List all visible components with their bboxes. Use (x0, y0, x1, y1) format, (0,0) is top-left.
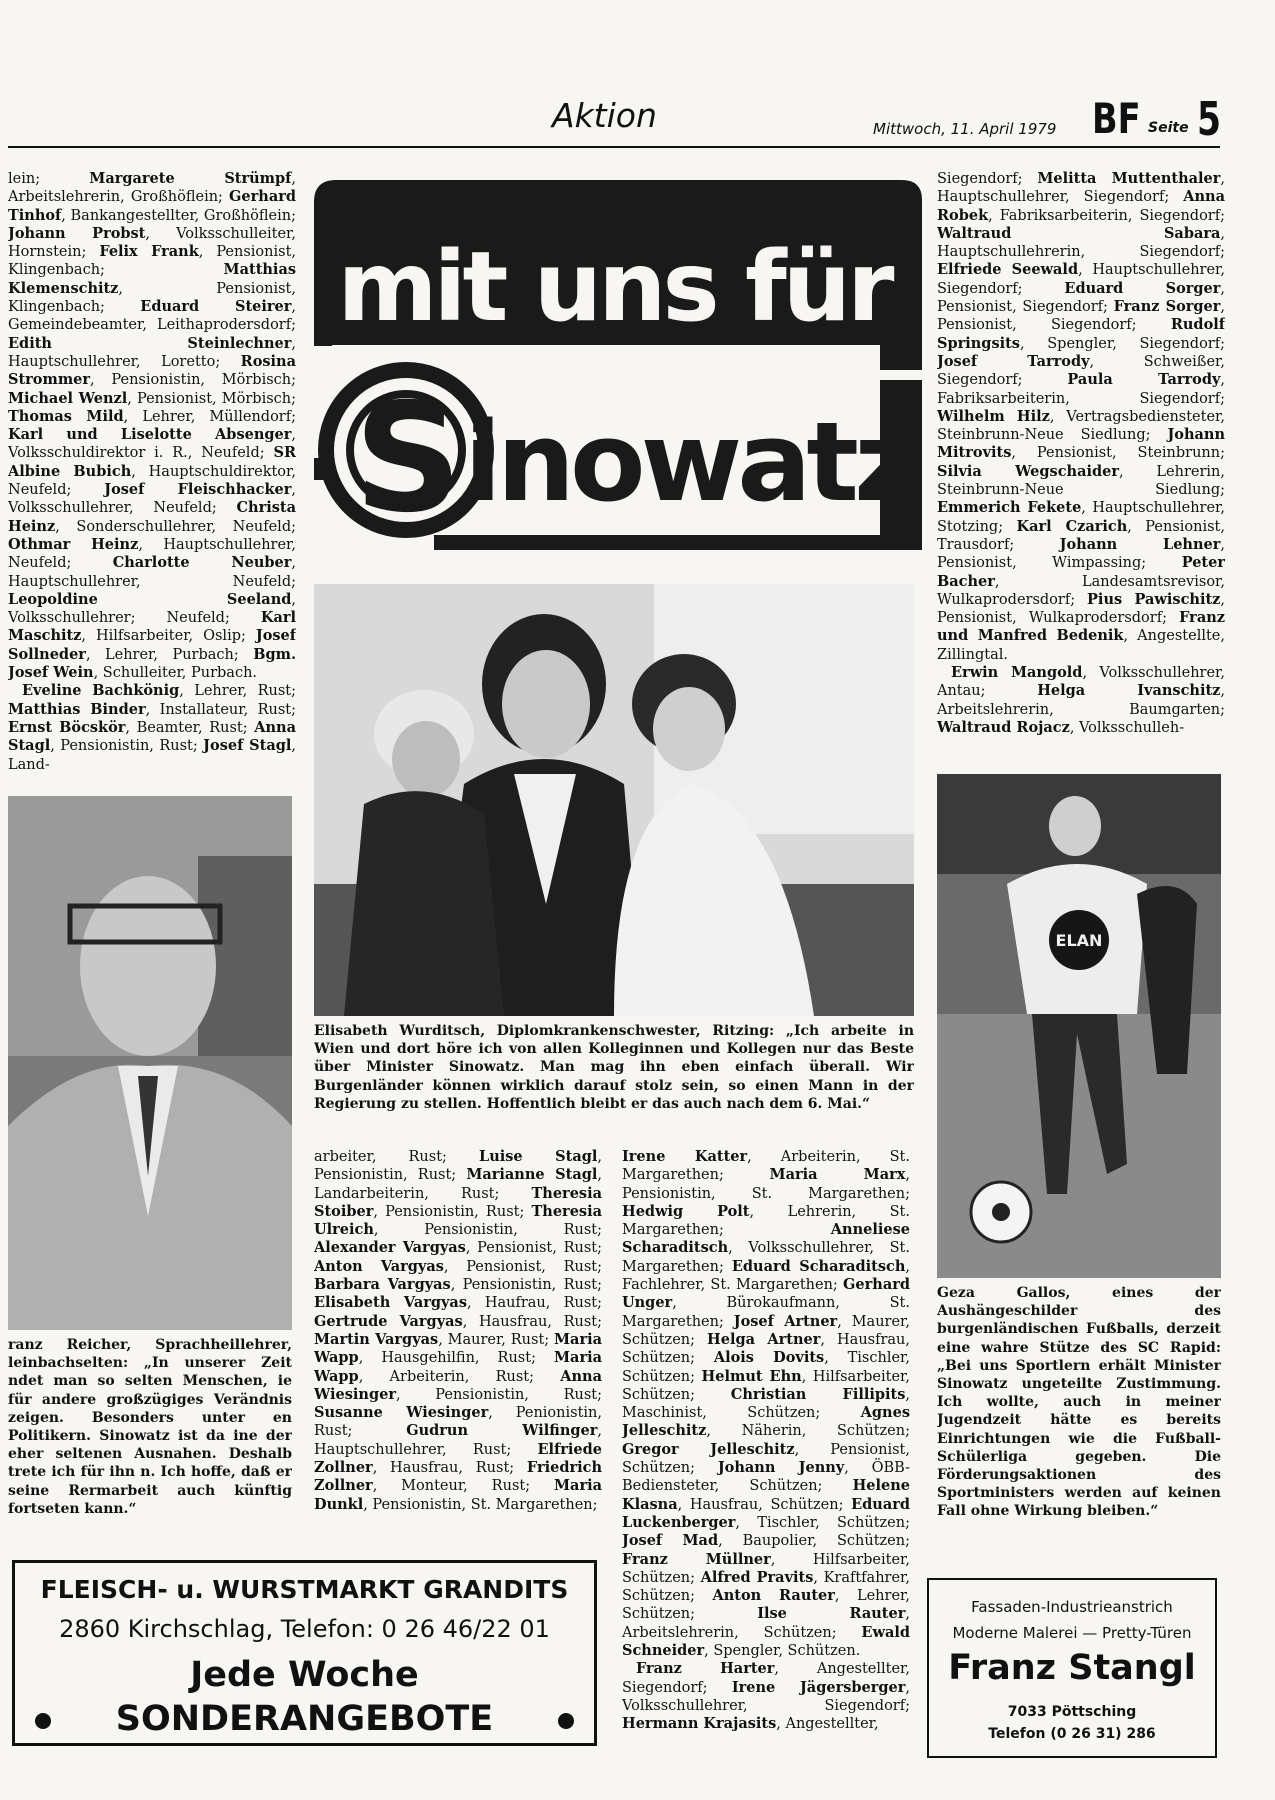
ad-grandits-line2: 2860 Kirchschlag, Telefon: 0 26 46/22 01 (59, 1615, 550, 1643)
section-title: Aktion (552, 96, 657, 135)
headline-logo (314, 180, 922, 550)
jersey-text: ELAN (1055, 931, 1103, 950)
bullet-icon (35, 1713, 51, 1729)
column-mid2-p1: Irene Katter, Arbeiterin, St. Margarethen; Maria Marx, Pensionistin, St. Margarethen; Hedwig Polt, Lehrerin, St. Margarethen; Anneliese Scharaditsch, Volksschullehrer, St. Margarethen; Eduard Scharaditsch, Fachlehrer, St. Margarethen; Gerhard Unger, Bürokaufmann, St. Margarethen; Josef Artner, Maurer, Schützen; Helga Artner, Hausfrau, Schützen; Alois Dovits, Tischler, Schützen; Helmut Ehn, Hilfsarbeiter, Schützen; Christian Fillipits, Maschinist, Schützen; Agnes Jelleschitz, Näherin, Schützen; Gregor Jelleschitz, Pensionist, Schützen; Johann Jenny, ÖBB-Bediensteter, Schützen; Helene Klasna, Hausfrau, Schützen; Eduard Luckenberger, Tischler, Schützen; Josef Mad, Baupolier, Schützen; Franz Müllner, Hilfsarbeiter, Schützen; Alfred Pravits, Kraftfahrer, Schützen; Anton Rauter, Lehrer, Schützen; Ilse Rauter, Arbeitslehrerin, Schützen; Ewald Schneider, Spengler, Schützen. (622, 1148, 910, 1660)
ad-stangl (927, 1578, 1217, 1758)
headline-line1: mit uns für (337, 231, 891, 343)
ad-grandits (12, 1560, 597, 1746)
ad-grandits-line1: FLEISCH- u. WURSTMARKT GRANDITS (40, 1575, 569, 1604)
paper-logo: BF (1092, 94, 1141, 143)
column-left (8, 170, 296, 788)
column-left-p1: lein; Margarete Strümpf, Arbeitslehrerin, Großhöflein; Gerhard Tinhof, Bankangestellter, Großhöflein; Johann Probst, Volksschulleiter, Hornstein; Felix Frank, Pensionist, Klingenbach; Matthias Klemenschitz, Pensionist, Klingenbach; Eduard Steirer, Gemeindebeamter, Leithaprodersdorf; Edith Steinlechner, Hauptschullehrer, Loretto; Rosina Strommer, Pensionistin, Mörbisch; Michael Wenzl, Pensionist, Mörbisch; Thomas Mild, Lehrer, Müllendorf; Karl und Liselotte Absenger, Volksschuldirektor i. R., Neufeld; SR Albine Bubich, Hauptschuldirektor, Neufeld; Josef Fleischhacker, Volksschullehrer, Neufeld; Christa Heinz, Sonderschullehrer, Neufeld; Othmar Heinz, Hauptschullehrer, Neufeld; Charlotte Neuber, Hauptschullehrer, Neufeld; Leopoldine Seeland, Volksschullehrer; Neufeld; Karl Maschitz, Hilfsarbeiter, Oslip; Josef Sollneder, Lehrer, Purbach; Bgm. Josef Wein, Schulleiter, Purbach. (8, 170, 296, 682)
headline-line2-rest: inowatz (464, 398, 914, 526)
column-mid1 (314, 1148, 602, 1544)
svg-text:S: S (354, 372, 463, 546)
column-mid1-p1: arbeiter, Rust; Luise Stagl, Pensionistin, Rust; Marianne Stagl, Landarbeiterin, Rust; Theresia Stoiber, Pensionistin, Rust; Theresia Ulreich, Pensionistin, Rust; Alexander Vargyas, Pensionist, Rust; Anton Vargyas, Pensionist, Rust; Barbara Vargyas, Pensionistin, Rust; Elisabeth Vargyas, Haufrau, Rust; Gertrude Vargyas, Hausfrau, Rust; Martin Vargyas, Maurer, Rust; Maria Wapp, Hausgehilfin, Rust; Maria Wapp, Arbeiterin, Rust; Anna Wiesinger, Pensionistin, Rust; Susanne Wiesinger, Penionistin, Rust; Gudrun Wilfinger, Hauptschullehrer, Rust; Elfriede Zollner, Hausfrau, Rust; Friedrich Zollner, Monteur, Rust; Maria Dunkl, Pensionistin, St. Margarethen; (314, 1148, 602, 1513)
ad-stangl-line5: Telefon (0 26 31) 286 (988, 1726, 1156, 1742)
photo-wurditsch (314, 584, 914, 1016)
column-mid2 (622, 1148, 910, 1758)
header-rule (8, 146, 1220, 148)
issue-date: Mittwoch, 11. April 1979 (873, 120, 1057, 138)
ad-stangl-line4: 7033 Pöttsching (1007, 1704, 1137, 1720)
ad-grandits-line3: Jede Woche (190, 1655, 419, 1695)
caption-gallos: Geza Gallos, eines der Aushängeschilder des burgenländischen Fußballs, derzeit eine wahre Stütze des SC Rapid: „Bei uns Sportlern erhält Minister Sinowatz ungeteilte Zustimmung. Ich wollte, auch in meiner Jugendzeit hätte es bereits Einrichtungen wie die Fußball-Schülerliga gegeben. Die Förderungsaktionen des Sportministers werden auf keinen Fall ohne Wirkung bleiben.“ (937, 1285, 1221, 1520)
bullet-icon (558, 1713, 574, 1729)
page-label: Seite (1148, 120, 1189, 136)
column-right-p2: Erwin Mangold, Volksschullehrer, Antau; Helga Ivanschitz, Arbeitslehrerin, Baumgarten; Waltraud Rojacz, Volksschulleh- (937, 664, 1225, 736)
ad-stangl-line3: Franz Stangl (948, 1648, 1196, 1688)
photo-reicher (8, 796, 292, 1330)
column-right-p1: Siegendorf; Melitta Muttenthaler, Hauptschullehrer, Siegendorf; Anna Robek, Fabriksarbeiterin, Siegendorf; Waltraud Sabara, Hauptschullehrerin, Siegendorf; Elfriede Seewald, Hauptschullehrer, Siegendorf; Eduard Sorger, Pensionist, Siegendorf; Franz Sorger, Pensionist, Siegendorf; Rudolf Springsits, Spengler, Siegendorf; Josef Tarrody, Schweißer, Siegendorf; Paula Tarrody, Fabriksarbeiterin, Siegendorf; Wilhelm Hilz, Vertragsbediensteter, Steinbrunn-Neue Siedlung; Johann Mitrovits, Pensionist, Steinbrunn; Silvia Wegschaider, Lehrerin, Steinbrunn-Neue Siedlung; Emmerich Fekete, Hauptschullehrer, Stotzing; Karl Czarich, Pensionist, Trausdorf; Johann Lehner, Pensionist, Wimpassing; Peter Bacher, Landesamtsrevisor, Wulkaprodersdorf; Pius Pawischitz, Pensionist, Wulkaprodersdorf; Franz und Manfred Bedenik, Angestellte, Zillingtal. (937, 170, 1225, 663)
ad-stangl-line1: Fassaden-Industrieanstrich (971, 1598, 1173, 1616)
column-right (937, 170, 1225, 760)
ad-grandits-line4: SONDERANGEBOTE (115, 1699, 494, 1739)
ad-stangl-line2: Moderne Malerei — Pretty-Türen (952, 1624, 1192, 1642)
column-left-p2: Eveline Bachkönig, Lehrer, Rust; Matthias Binder, Installateur, Rust; Ernst Böcskör, Beamter, Rust; Anna Stagl, Pensionistin, Rust; Josef Stagl, Land- (8, 682, 296, 773)
column-mid2-p2: Franz Harter, Angestellter, Siegendorf; Irene Jägersberger, Volksschullehrer, Siegendorf; Hermann Krajasits, Angestellter, (622, 1660, 910, 1733)
page-number: 5 (1197, 92, 1222, 146)
caption-wurditsch: Elisabeth Wurditsch, Diplomkrankenschwester, Ritzing: „Ich arbeite in Wien und dort höre ich von allen Kolleginnen und Kollegen nur das Beste über Minister Sinowatz. Man mag ihn eben einfach überall. Wir Burgenländer können wirklich darauf stolz sein, so einen Mann in der Regierung zu stellen. Hoffentlich bleibt er das auch nach dem 6. Mai.“ (314, 1023, 914, 1112)
photo-gallos (937, 774, 1221, 1278)
caption-reicher: ranz Reicher, Sprachheillehrer, leinbachselten: „In unserer Zeit ndet man so selten Menschen, ie für andere großzügiges Verändnis zeigen. Besonders unter en Politikern. Sinowatz ist da ine der eher seltenen Ausnahen. Deshalb trete ich für ihn n. Ich hoffe, daß er seine Rermarbeit auch künftig fortseten kann.“ (8, 1337, 292, 1517)
